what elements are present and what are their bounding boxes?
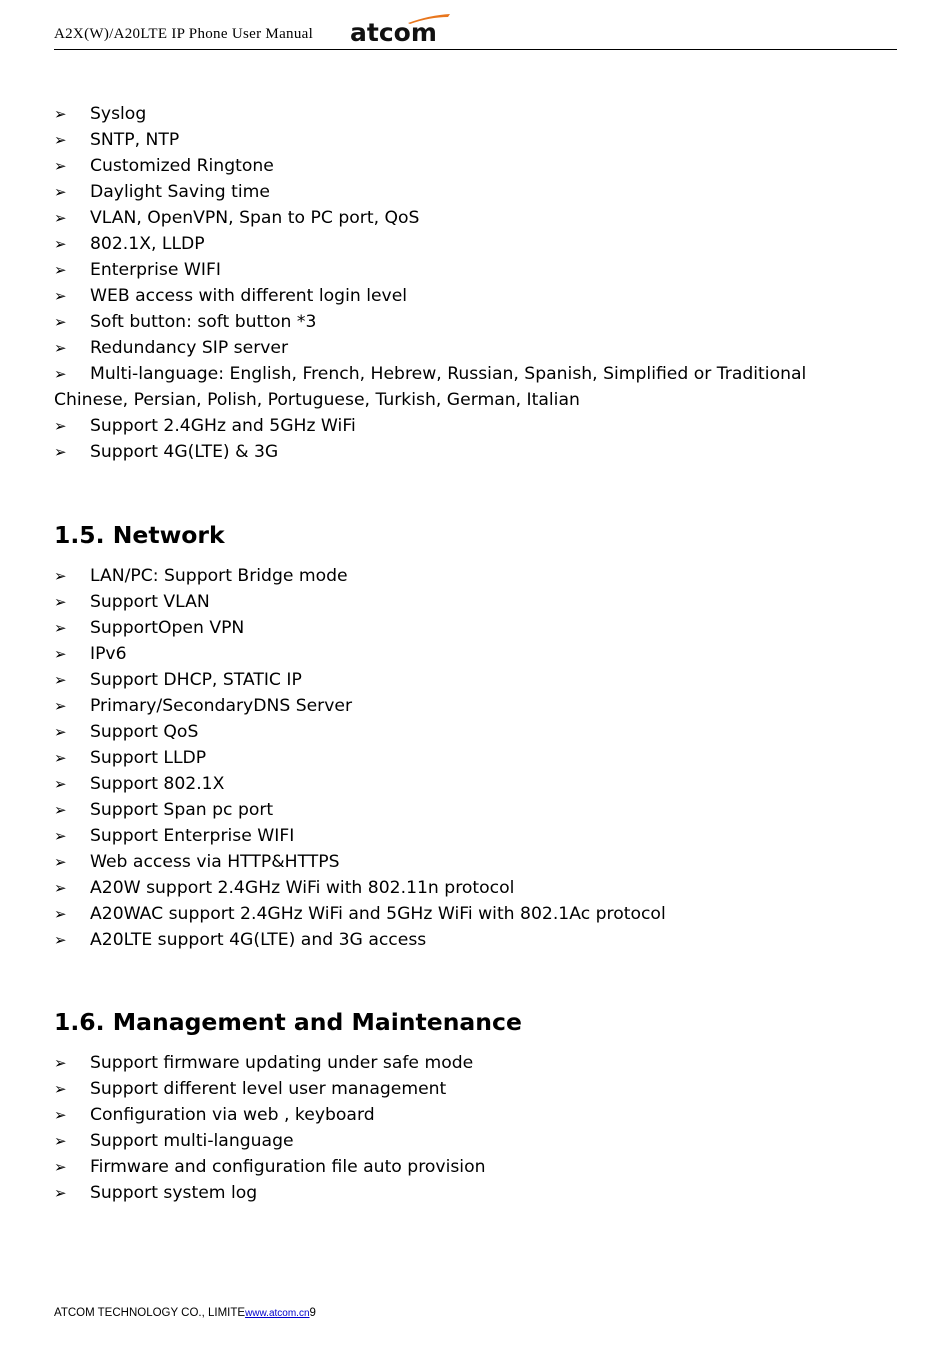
list-item	[54, 205, 874, 231]
bullet-arrow-icon: ➢	[54, 697, 67, 715]
list-item	[54, 875, 874, 901]
list-item-text: Support different level user management	[90, 1079, 447, 1099]
list-item-text: Support DHCP, STATIC IP	[90, 670, 302, 690]
list-item	[54, 745, 874, 771]
list-item-text: LAN/PC: Support Bridge mode	[90, 566, 348, 586]
bullet-arrow-icon: ➢	[54, 261, 67, 279]
list-item-text: VLAN, OpenVPN, Span to PC port, QoS	[90, 208, 420, 228]
list-item	[54, 823, 874, 849]
bullet-arrow-icon: ➢	[54, 567, 67, 585]
bullet-arrow-icon: ➢	[54, 723, 67, 741]
list-item-text: Support QoS	[90, 722, 199, 742]
list-item	[54, 563, 874, 589]
bullet-arrow-icon: ➢	[54, 417, 67, 435]
list-item	[54, 589, 874, 615]
list-item	[54, 413, 874, 439]
list-item	[54, 667, 874, 693]
bullet-arrow-icon: ➢	[54, 931, 67, 949]
bullet-arrow-icon: ➢	[54, 827, 67, 845]
list-item-text: Support 2.4GHz and 5GHz WiFi	[90, 416, 356, 436]
list-item	[54, 641, 874, 667]
list-item	[54, 797, 874, 823]
list-item	[54, 1102, 874, 1128]
list-item-text: IPv6	[90, 644, 127, 664]
list-item-text: Support VLAN	[90, 592, 210, 612]
list-item	[54, 771, 874, 797]
footer-link[interactable]: www.atcom.cn	[245, 1308, 310, 1319]
header-title: A2X(W)/A20LTE IP Phone User Manual	[54, 26, 314, 42]
list-item	[54, 257, 874, 283]
list-item-text: A20WAC support 2.4GHz WiFi and 5GHz WiFi with 802.1Ac protocol	[90, 904, 666, 924]
section-heading-network: 1.5. Network	[54, 521, 225, 549]
list-item-text: Firmware and configuration file auto provision	[90, 1157, 486, 1177]
bullet-arrow-icon: ➢	[54, 209, 67, 227]
bullet-arrow-icon: ➢	[54, 183, 67, 201]
list-item	[54, 901, 874, 927]
bullet-arrow-icon: ➢	[54, 1080, 67, 1098]
bullet-arrow-icon: ➢	[54, 235, 67, 253]
list-item-text: SNTP, NTP	[90, 130, 180, 150]
bullet-arrow-icon: ➢	[54, 905, 67, 923]
list-item-text: WEB access with different login level	[90, 286, 408, 306]
list-item-text: Support LLDP	[90, 748, 207, 768]
network-list	[54, 563, 874, 953]
list-item-text: Support firmware updating under safe mode	[90, 1053, 474, 1073]
bullet-arrow-icon: ➢	[54, 313, 67, 331]
list-item-text: A20LTE support 4G(LTE) and 3G access	[90, 930, 427, 950]
list-item	[54, 127, 874, 153]
list-item	[54, 615, 874, 641]
list-item-text: Multi-language: English, French, Hebrew, Russian, Spanish, Simplified or Traditional Chinese, Persian, Polish, Portuguese, Turkish, German, Italian	[54, 364, 807, 410]
list-item-text: Support multi-language	[90, 1131, 294, 1151]
bullet-arrow-icon: ➢	[54, 157, 67, 175]
bullet-arrow-icon: ➢	[54, 879, 67, 897]
bullet-arrow-icon: ➢	[54, 1158, 67, 1176]
list-item	[54, 1128, 874, 1154]
bullet-arrow-icon: ➢	[54, 645, 67, 663]
bullet-arrow-icon: ➢	[54, 853, 67, 871]
bullet-arrow-icon: ➢	[54, 131, 67, 149]
list-item-text: Enterprise WIFI	[90, 260, 221, 280]
list-item	[54, 231, 874, 257]
bullet-arrow-icon: ➢	[54, 105, 67, 123]
list-item	[54, 309, 874, 335]
list-item-text: Daylight Saving time	[90, 182, 270, 202]
list-item	[54, 1154, 874, 1180]
list-item-text: Support 802.1X	[90, 774, 225, 794]
bullet-arrow-icon: ➢	[54, 619, 67, 637]
list-item-text: Web access via HTTP&HTTPS	[90, 852, 340, 872]
bullet-arrow-icon: ➢	[54, 365, 67, 383]
bullet-arrow-icon: ➢	[54, 1132, 67, 1150]
bullet-arrow-icon: ➢	[54, 443, 67, 461]
feature-list	[54, 101, 874, 465]
bullet-arrow-icon: ➢	[54, 1106, 67, 1124]
bullet-arrow-icon: ➢	[54, 339, 67, 357]
list-item-text: Support 4G(LTE) & 3G	[90, 442, 279, 462]
list-item	[54, 927, 874, 953]
list-item	[54, 719, 874, 745]
section-heading-management: 1.6. Management and Maintenance	[54, 1008, 522, 1036]
list-item	[54, 693, 874, 719]
page-number: 9	[309, 1307, 316, 1319]
list-item-text: Configuration via web , keyboard	[90, 1105, 375, 1125]
list-item-text: Primary/SecondaryDNS Server	[90, 696, 353, 716]
list-item-text: Customized Ringtone	[90, 156, 274, 176]
footer-company: ATCOM TECHNOLOGY CO., LIMITE	[54, 1307, 246, 1319]
list-item	[54, 179, 874, 205]
list-item	[54, 361, 874, 413]
bullet-arrow-icon: ➢	[54, 1054, 67, 1072]
bullet-arrow-icon: ➢	[54, 1184, 67, 1202]
bullet-arrow-icon: ➢	[54, 593, 67, 611]
list-item-text: 802.1X, LLDP	[90, 234, 205, 254]
page-footer	[54, 1307, 316, 1319]
list-item-text: Soft button: soft button *3	[90, 312, 317, 332]
bullet-arrow-icon: ➢	[54, 749, 67, 767]
list-item	[54, 153, 874, 179]
logo-text: atcom	[350, 18, 437, 44]
list-item	[54, 849, 874, 875]
bullet-arrow-icon: ➢	[54, 775, 67, 793]
bullet-arrow-icon: ➢	[54, 287, 67, 305]
list-item	[54, 439, 874, 465]
list-item	[54, 283, 874, 309]
list-item	[54, 1050, 874, 1076]
list-item-text: Redundancy SIP server	[90, 338, 289, 358]
list-item-text: Support Span pc port	[90, 800, 274, 820]
management-list	[54, 1050, 874, 1206]
atcom-logo	[350, 14, 450, 44]
bullet-arrow-icon: ➢	[54, 801, 67, 819]
list-item-text: Support system log	[90, 1183, 258, 1203]
list-item	[54, 101, 874, 127]
list-item	[54, 335, 874, 361]
page-header	[54, 14, 897, 50]
document-body	[54, 101, 874, 1206]
list-item-text: SupportOpen VPN	[90, 618, 245, 638]
list-item-text: Support Enterprise WIFI	[90, 826, 295, 846]
list-item	[54, 1180, 874, 1206]
bullet-arrow-icon: ➢	[54, 671, 67, 689]
list-item	[54, 1076, 874, 1102]
list-item-text: Syslog	[90, 104, 147, 124]
list-item-text: A20W support 2.4GHz WiFi with 802.11n protocol	[90, 878, 515, 898]
